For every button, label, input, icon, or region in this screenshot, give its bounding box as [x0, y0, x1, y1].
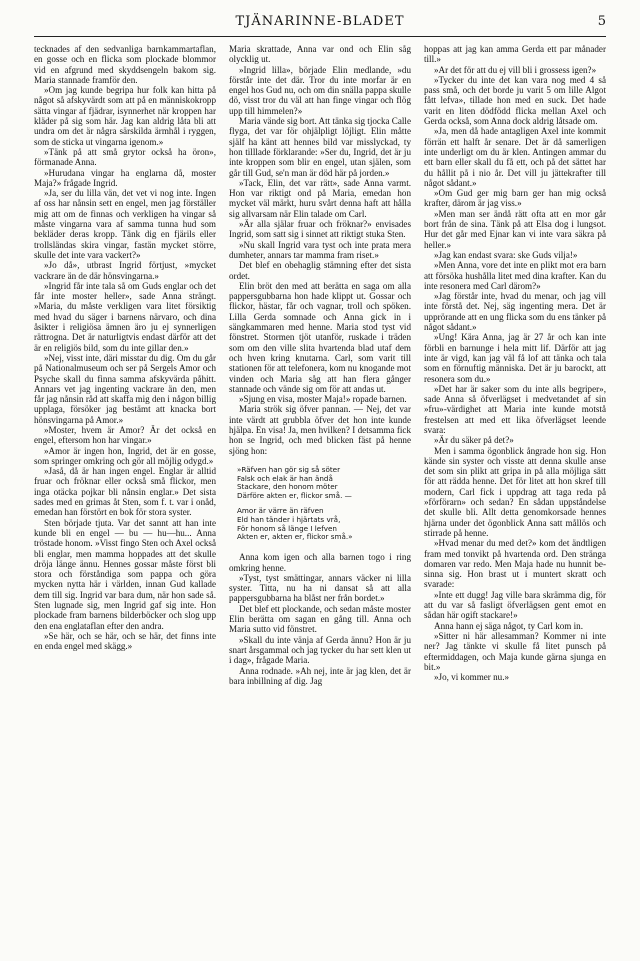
paragraph: »Tycker du inte det kan vara nog med 4 så pass små, och det borde ju varit 5 om lille Algot fått lefva», tillade hon med en suck. Det hade varit en liten dödfödd flicka mellan Axel och Gerda också, som Anna dock aldrig låtsade om.	[424, 74, 606, 127]
song-verse	[237, 466, 411, 542]
paragraph: »Jo, vi kommer nu.»	[434, 672, 510, 683]
verse-line: »Räfven han gör sig så söter	[237, 464, 341, 474]
paragraph: »Tänk på att små grytor också ha öron», förmanade Anna.	[34, 146, 216, 168]
paragraph: »Hurudana vingar ha englarna då, moster Maja?» frågade Ingrid.	[34, 167, 216, 188]
paragraph: Elin bröt den med att berätta en saga om alla pappersgubbarna hon hade klippt ut. Gossar och flickor, hästar, får och vagnar, troll och spöken. Lilla Gerda somnade och Anna gick in i sängkammaren med henne. Maria stod tyst vid fönstret. Stormen tjöt utanför, ruskade i träden som om den ville slita hvartenda blad utaf dem och hven kring knutarna. Carl, som varit till stationen för att telefonera, kom nu knogande mot vinden och Maria såg att han flera gånger stannade och vände sig om för att andas ut.	[229, 280, 411, 394]
paragraph: Men i samma ögonblick ångrade hon sig. Hon kände sin syster och visste att denna skulle anse det som sin plikt att gripa in på alla möjliga sätt för att rädda henne. Det för litet att hon skref till modern, Carl fick i uppdrag att taga reda på »förförarn» och sedan? En sådan uppståndelse det skulle bli. Allt detta genomkorsade hennes hjärna under det ögonblick Anna satt mållös och stirrade på henne.	[424, 445, 606, 538]
paragraph: »Jaså, då är han ingen engel. Englar är alltid fruar och fröknar eller också små flickor, men inga otäcka pojkar bli nånsin englar.» Det sista sades med en grimas åt Sten, som f. t. var i onåd, emedan han förstört en bok för stora syster.	[34, 466, 216, 518]
paragraph: Maria skrattade, Anna var ond och Elin såg olycklig ut.	[229, 44, 411, 65]
paragraph: »Är du säker på det?»	[434, 435, 514, 446]
paragraph: »Jo då», utbrast Ingrid förtjust, »mycket vackrare än de där hönsvingarna.»	[34, 260, 216, 281]
paragraph: Maria strök sig öfver pannan. — Nej, det var inte värdt att grubbla öfver det hon inte kunde hjälpa. En visa! Ja, men hvilken? I detsamma fick hon se Ingrid, och med blicken fäst på henne sjöng hon:	[229, 404, 411, 456]
verse-line: Akten er, akten er, flickor små.»	[237, 532, 353, 542]
paragraph: »Moster, hvem är Amor? Är det också en engel, eftersom hon har vingar.»	[34, 424, 216, 446]
page-number: 5	[597, 14, 606, 29]
verse-line: För honom så länge I lefven	[237, 523, 337, 533]
paragraph: »Det har är saker som du inte alls begriper», sade Anna så öfverlägset i medvetandet af sin »fru»-värdighet att Maria inte kunde motstå frestelsen att med ett lika öfverlägset leende svara:	[424, 383, 606, 435]
paragraph: Maria vände sig bort. Att tänka sig tjocka Calle flyga, det var för ohjälpligt löjligt. Elin måtte själf ha känt att hennes bild var misslyckad, ty hon tilllade förklarande: »Ser du, Ingrid, det är ju inte kroppen som blir en engel, utan själen, som går till Gud, se'n man är död här på jorden.»	[229, 116, 411, 178]
paragraph: »Om jag kunde begripa hur folk kan hitta på något så afskyvärdt som att på en människokropp sätta vingar af fjädrar, isynnerhet när kroppen har kläder på sig som här. Jag kan aldrig låta bli att undra om det är några särskilda ärmhål i ryggen, som de sticka ut vingarna igenom.»	[34, 85, 216, 147]
paragraph: Det blef en obehaglig stämning efter det sista ordet.	[229, 260, 411, 281]
publication-title: TJÄNARINNE-BLADET	[235, 14, 405, 29]
verse-line: Eld han tänder i hjärtats vrå,	[237, 514, 341, 524]
paragraph: hoppas att jag kan amma Gerda ett par månader till.»	[424, 44, 606, 65]
text-column-3	[424, 44, 606, 949]
paragraph: Anna kom igen och alla barnen togo i ring omkring henne.	[229, 552, 411, 573]
paragraph: »Ar det för att du ej vill bli i grossess igen?»	[434, 64, 597, 75]
paragraph: »Sjung en visa, moster Maja!» ropade barnen.	[239, 394, 407, 405]
paragraph: »Tyst, tyst smättingar, annars väcker ni lilla syster. Titta, nu ha ni dansat så att alla pappersgubbarna ha blåst ner från bordet.»	[229, 572, 411, 604]
paragraph: tecknades af den sedvanliga barnkammartaflan, en gosse och en flicka som plockade blommor vid en afgrund med skyddsengeln bakom sig. Maria stannade framför den.	[34, 44, 216, 85]
paragraph: »Skall du inte vänja af Gerda ännu? Hon är ju snart årsgammal och jag tycker du har sett klen ut i dag», frågade Maria.	[229, 634, 411, 666]
paragraph: »Ung! Kära Anna, jag är 27 år och kan inte förbli en barnunge i hela mitt lif. Därför att jag inte är vigd, kan jag väl få lof att tänka och tala som en förnuftig människa. Det är ju barockt, att resonera som du.»	[424, 332, 606, 384]
paragraph: Anna hann ej säga något, ty Carl kom in.	[434, 620, 584, 631]
paragraph: »Nu skall Ingrid vara tyst och inte prata mera dumheter, annars tar mamma fram riset.»	[229, 239, 411, 260]
paragraph: »Ingrid får inte tala så om Guds englar och det får inte moster heller», sade Anna strängt. »Maria, du måste verkligen vara litet försiktig med hvad du säger i barnens närvaro, och dina åsikter i religiösa ämnen äro ju ej synnerligen rättrogna. Det är naturligtvis endast därför att det är en religiös bild, som du inte gillar den.»	[34, 280, 216, 353]
paragraph: »Hvad menar du med det?» kom det ändtligen fram med tonvikt på hvartenda ord. Den stränga domaren var redo. Men Maja hade nu hunnit besinna sig. Hon brast ut i muntert skratt och svarade:	[424, 538, 606, 590]
paragraph: »Sitter ni här allesamman? Kommer ni inte ner? Jag tänkte vi skulle få litet punsch på eftermiddagen, och Maja kunde gärna sjunga en bit.»	[424, 630, 606, 672]
paragraph: »Se här, och se här, och se här, det finns inte en enda engel med skägg.»	[34, 630, 216, 652]
verse-line: Därföre akten er, flickor små. —	[237, 491, 352, 501]
paragraph: »Om Gud ger mig barn ger han mig också krafter, därom är jag viss.»	[424, 188, 606, 209]
paragraph: »Är alla själar fruar och fröknar?» envisades Ingrid, som satt sig i sinnet att riktigt stuka Sten.	[229, 219, 411, 240]
text-column-2	[229, 44, 411, 949]
paragraph: »Amor är ingen hon, Ingrid, det är en gosse, som springer omkring och gör all möjlig odygd.»	[34, 445, 216, 466]
paragraph: »Inte ett dugg! Jag ville bara skrämma dig, för att du var så fasligt öfverlägsen gent emot en sådan här ogift stackare!»	[424, 589, 606, 621]
paragraph: »Men man ser ändå rätt ofta att en mor går bort från de sina. Tänk på att Elsa dog i lungsot. Hur det går med Ejnar kan vi inte vara säkra på heller.»	[424, 208, 606, 250]
paragraph: »Tack, Elin, det var rätt», sade Anna varmt. Hon var riktigt ond på Maria, emedan hon mycket väl märkt, huru svårt denna haft att hålla sig allvarsam när Elin talade om Carl.	[229, 177, 411, 219]
header-rule	[34, 36, 606, 37]
paragraph: Det blef ett plockande, och sedan måste moster Elin berätta om sagan en gång till. Anna och Maria sutto vid fönstret.	[229, 603, 411, 635]
paragraph: Sten började tjuta. Var det sannt att han inte kunde bli en engel — bu — hu—hu... Anna tröstade honom. »Visst fingo Sten och Axel också bli englar, men mamma hoppades att det skulle dröja länge ännu. Hennes gossar måste först bli stora och förståndiga som pappa och göra mycken nytta här i världen, innan Gud kallade dem till sig. Ingrid var bara dum, när hon sade så. Sten lugnade sig, men Ingrid gaf sig inte. Hon plockade fram barnens bilderböcker och slog upp den ena englataflan efter den andra.	[34, 517, 216, 631]
masthead	[34, 14, 606, 36]
paragraph: »Jag förstår inte, hvad du menar, och jag vill inte förstå det. Nej, säg ingenting mera. Det är upprörande att en ung flicka som du ens tänker på något sådant.»	[424, 291, 606, 333]
paragraph: »Ingrid lilla», började Elin medlande, »du förstår inte det där. Tror du inte morfar är en engel hos Gud nu, och om din snälla pappa skulle dö, visst tror du väl att han finge vingar och flög upp till himmelen?»	[229, 64, 411, 116]
paragraph: »Jag kan endast svara: ske Guds vilja!»	[434, 249, 578, 260]
paragraph: »Men Anna, vore det inte en plikt mot era barn att försöka hushålla litet med dina krafter. Kan du inte resonera med Carl därom?»	[424, 260, 606, 291]
paragraph: »Ja, ser du lilla vän, det vet vi nog inte. Ingen af oss har nånsin sett en engel, men jag förställer mig att om de finnas och verkligen ha vingar så måste vingarna vara af samma tunna hud som bekläder deras kropp. Tänk dig en fjärils eller trollsländas skira vingar, fastän mycket större, skulle det inte vara vackert?»	[34, 188, 216, 260]
paragraph: »Nej, visst inte, däri misstar du dig. Om du går på Nationalmuseum och ser på Sergels Amor och Psyche skall du finna samma afskyvärda påhitt. Annars vet jag ingenting vackrare än den, men får jag nånsin råd att skaffa mig den i någon billig upplaga, försöker jag bestämt att knacka bort hönsvingarna på Amor.»	[34, 352, 216, 425]
verse-line: Falsk och elak är han ändå	[237, 473, 333, 483]
verse-line: Amor är värre än räfven	[237, 506, 324, 516]
text-column-1	[34, 44, 216, 949]
verse-line: Stackare, den honom möter	[237, 482, 338, 492]
paragraph: »Ja, men då hade antagligen Axel inte kommit förrän ett halft år senare. Det är då samerligen inte underligt om du är klen. Antingen ammar du ett barn eller skall du få ett, och på det sättet har du hållit på i nio år. Det vill ju jättekrafter till något sådant.»	[424, 126, 606, 188]
paragraph: Anna rodnade. »Ah nej, inte är jag klen, det är bara inbillning af dig. Jag	[229, 665, 411, 686]
